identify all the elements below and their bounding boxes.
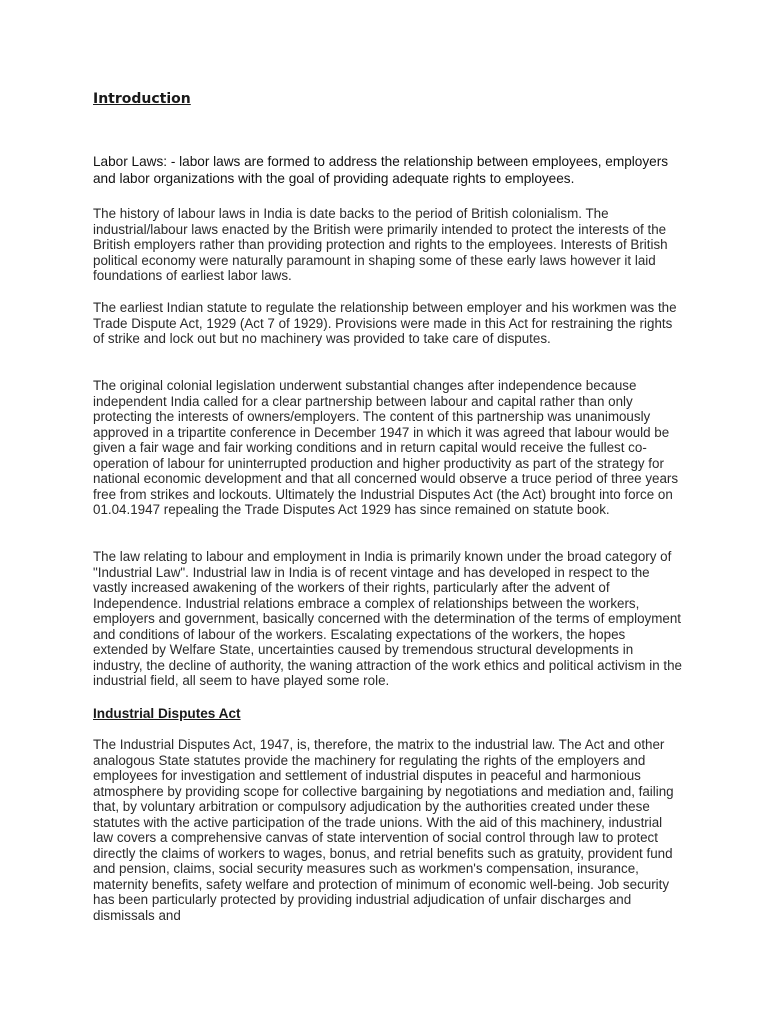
paragraph-earliest-statute: The earliest Indian statute to regulate the relationship between employer and his workmen was the Trade Dispute Act, 1929 (Act 7 of 1929). Provisions were made in this Act for restraining the rights of strike and lock out but no machinery was provided to take care of disputes. xyxy=(93,300,677,346)
paragraph-labor-laws: Labor Laws: - labor laws are formed to address the relationship between employees, employers and labor organizations with the goal of providing adequate rights to employees. xyxy=(93,154,669,186)
section-heading-industrial-disputes-act: Industrial Disputes Act xyxy=(93,706,241,721)
paragraph-law-relating: The law relating to labour and employment in India is primarily known under the broad category of "Industrial Law". Industrial law in India is of recent vintage and has developed in respect to the vastly increased awakening of the workers of their rights, particularly after the advent of Independence. Industrial relations embrace a complex of relationships between the workers, employers and government, basically concerned with the determination of the terms of employment and conditions of labour of the workers. Escalating expectations of the workers, the hopes extended by Welfare State, uncertainties caused by tremendous structural developments in industry, the decline of authority, the waning attraction of the work ethics and political activism in the industrial field, all seem to have played some role. xyxy=(93,549,682,688)
section-heading-introduction: Introduction xyxy=(93,91,191,107)
paragraph-colonial-legislation: The original colonial legislation underwent substantial changes after independence because independent India called for a clear partnership between labour and capital rather than only protecting the interests of owners/employers. The content of this partnership was unanimously approved in a tripartite conference in December 1947 in which it was agreed that labour would be given a fair wage and fair working conditions and in return capital would receive the fullest co-operation of labour for uninterrupted production and higher productivity as part of the strategy for national economic development and that all concerned would observe a truce period of three years free from strikes and lockouts. Ultimately the Industrial Disputes Act (the Act) brought into force on 01.04.1947 repealing the Trade Disputes Act 1929 has since remained on statute book. xyxy=(93,378,679,517)
paragraph-history: The history of labour laws in India is date backs to the period of British colonialism. The industrial/labour laws enacted by the British were primarily intended to protect the interests of the British employers rather than providing protection and rights to the employees. Interests of British political economy were naturally paramount in shaping some of these early laws however it laid foundations of earliest labor laws. xyxy=(93,206,668,283)
paragraph-industrial-disputes-act: The Industrial Disputes Act, 1947, is, therefore, the matrix to the industrial law. The Act and other analogous State statutes provide the machinery for regulating the rights of the employers and employees for investigation and settlement of industrial disputes in peaceful and harmonious atmosphere by providing scope for collective bargaining by negotiations and mediation and, failing that, by voluntary arbitration or compulsory adjudication by the authorities created under these statutes with the active participation of the trade unions. With the aid of this machinery, industrial law covers a comprehensive canvas of state intervention of social control through law to protect directly the claims of workers to wages, bonus, and retrial benefits such as gratuity, provident fund and pension, claims, social security measures such as workmen's compensation, insurance, maternity benefits, safety welfare and protection of minimum of economic well-being. Job security has been particularly protected by providing industrial adjudication of unfair discharges and dismissals and xyxy=(93,737,674,923)
